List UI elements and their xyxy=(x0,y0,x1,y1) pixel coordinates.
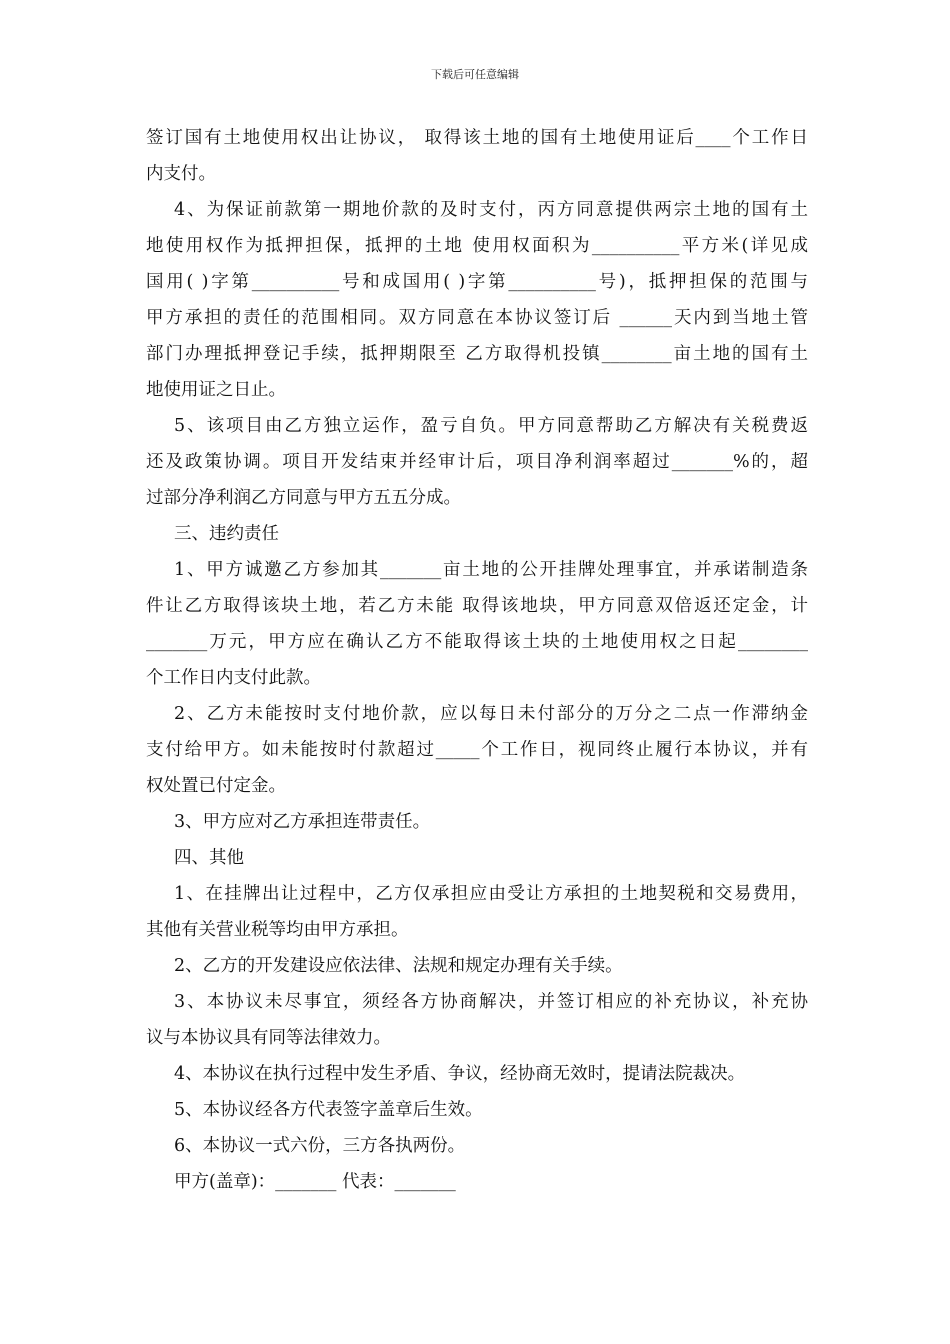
document-body xyxy=(146,120,808,1200)
text-line: 甲方(盖章)：_______ 代表：_______ xyxy=(174,1172,456,1192)
text-line: 还及政策协调。项目开发结束并经审计后，项目净利润率超过_______%的，超 xyxy=(146,452,808,472)
text-line: 部门办理抵押登记手续，抵押期限至 乙方取得机投镇________亩土地的国有土 xyxy=(146,344,808,364)
text-line: 内支付。 xyxy=(146,164,216,184)
text-line: 4、本协议在执行过程中发生矛盾、争议，经协商无效时，提请法院裁决。 xyxy=(174,1064,746,1084)
text-line: 5、该项目由乙方独立运作，盈亏自负。甲方同意帮助乙方解决有关税费返 xyxy=(174,416,808,436)
text-line: 个工作日内支付此款。 xyxy=(146,668,321,688)
text-line: 6、本协议一式六份，三方各执两份。 xyxy=(174,1136,466,1156)
text-line: 地使用证之日止。 xyxy=(146,380,286,400)
text-line: 2、乙方的开发建设应依法律、法规和规定办理有关手续。 xyxy=(174,956,623,976)
text-line: 支付给甲方。如未能按时付款超过_____个工作日，视同终止履行本协议，并有 xyxy=(146,740,808,760)
text-line: 三、违约责任 xyxy=(174,524,279,544)
text-line: 2、乙方未能按时支付地价款，应以每日未付部分的万分之二点一作滞纳金 xyxy=(174,704,808,724)
text-line: 地使用权作为抵押担保，抵押的土地 使用权面积为__________平方米(详见成 xyxy=(146,236,808,256)
text-line: 5、本协议经各方代表签字盖章后生效。 xyxy=(174,1100,483,1120)
text-line: 权处置已付定金。 xyxy=(146,776,286,796)
text-line: 3、本协议未尽事宜，须经各方协商解决，并签订相应的补充协议，补充协 xyxy=(174,992,808,1012)
text-line: 签订国有土地使用权出让协议， 取得该土地的国有土地使用证后____个工作日 xyxy=(146,128,808,148)
text-line: 甲方承担的责任的范围相同。双方同意在本协议签订后 ______天内到当地土管 xyxy=(146,308,808,328)
text-line: 国用( )字第__________号和成国用( )字第__________号)，抵押担保的范围与 xyxy=(146,272,808,292)
page-header: 下载后可任意编辑 xyxy=(431,68,519,81)
text-line: 4、为保证前款第一期地价款的及时支付，丙方同意提供两宗土地的国有土 xyxy=(174,200,808,220)
text-line: _______万元，甲方应在确认乙方不能取得该土块的土地使用权之日起________ xyxy=(146,632,808,652)
text-line: 3、甲方应对乙方承担连带责任。 xyxy=(174,812,431,832)
text-line: 1、甲方诚邀乙方参加其_______亩土地的公开挂牌处理事宜，并承诺制造条 xyxy=(174,560,808,580)
text-line: 过部分净利润乙方同意与甲方五五分成。 xyxy=(146,488,461,508)
text-line: 1、在挂牌出让过程中，乙方仅承担应由受让方承担的土地契税和交易费用， xyxy=(174,884,808,904)
text-line: 四、其他 xyxy=(174,848,244,868)
text-line: 件让乙方取得该块土地，若乙方未能 取得该地块，甲方同意双倍返还定金，计 xyxy=(146,596,808,616)
text-line: 其他有关营业税等均由甲方承担。 xyxy=(146,920,409,940)
text-line: 议与本协议具有同等法律效力。 xyxy=(146,1028,391,1048)
